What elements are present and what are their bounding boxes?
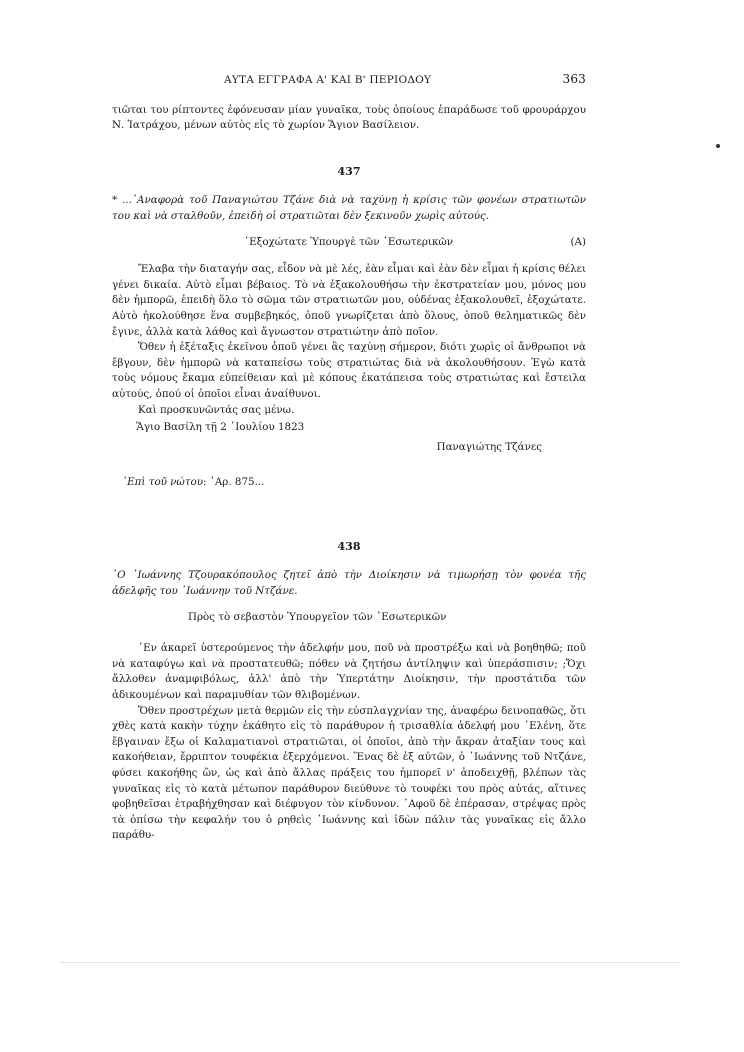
scan-artifact-line	[60, 962, 680, 964]
document-number-438: 438	[337, 539, 361, 553]
document-number-437: 437	[337, 164, 361, 178]
continuation-paragraph: τιῶται του ρίπτοντες ἐφόνευσαν μίαν γυναῖκα, τοὺς ὁποίους ἐπαράδωσε τοῦ φρουράρχου Ν. Ἰατράχου, μένων αὐτὸς εἰς τὸ χωρίον Ἅγιον Βασίλειον.	[112, 103, 586, 132]
running-title: ΑΥΤΑ ΕΓΓΡΑΦΑ Α' ΚΑΙ Β' ΠΕΡΙΟΔΟΥ	[224, 74, 432, 86]
running-header	[112, 72, 586, 89]
date-line: Ἅγιο Βασίλη τῇ 2 ᾿Ιουλίου 1823	[136, 421, 305, 434]
body-paragraph: ᾿Εν ἀκαρεῖ ὑστερούμενος τὴν ἀδελφήν μου, ποῦ νὰ προστρέξω καὶ νὰ βοηθηθῶ; ποῦ νὰ καταφύγω καὶ νὰ προστατευθῶ; πόθεν νὰ ζητήσω ἀντίληψιν καὶ ὑπεράσπισιν; ;Ὄχι ἄλλοθεν ἀναμφιβόλως, ἀλλ' ἀπὸ τὴν Ὑπερτάτην Διοίκησιν, τὴν προστάτιδα τῶν ἀδικουμένων καὶ παραμυθίαν τῶν θλιβομένων.	[112, 642, 586, 702]
margin-mark	[716, 144, 720, 148]
signature: Παναγιώτης Τζάνες	[436, 440, 542, 453]
document-summary-437: * ...᾿Αναφορὰ τοῦ Παναγιώτου Τζάνε διὰ νὰ ταχύνῃ ἡ κρίσις τῶν φονέων στρατιωτῶν του καὶ νὰ σταλθοῦν, ἐπειδὴ οἱ στρατιῶται δὲν ξεκινοῦν χωρὶς αὐτούς.	[112, 194, 586, 222]
addressee: Πρὸς τὸ σεβαστὸν Ὑπουργεῖον τῶν ᾿Εσωτερικῶν	[188, 610, 447, 623]
document-page	[112, 72, 586, 844]
body-paragraph: Ὅθεν ἡ ἐξέταξις ἐκεῖνου ὁποῦ γένει ἂς ταχύνῃ σήμερον, διότι χωρὶς οἱ ἄνθρωποι νὰ ἔβγουν, δὲν ἠμπορῶ νὰ καταπείσω τοὺς στρατιώτας διὰ νὰ ἀκολουθήσουν. Ἐγὼ κατὰ τοὺς νόμους ἔκαμα εὐπείθειαν καὶ μὲ κόπους ἐκατάπεισα τοὺς στρατιώτας καὶ ἔστειλα αὐτούς, ὁπού οἱ ὁποῖοι εἶναι ἀναίθυνοι.	[112, 341, 586, 400]
addressee-line-437	[112, 235, 586, 251]
verso-note-label: ᾿Επὶ τοῦ νώτου	[122, 476, 203, 489]
document-summary-438: ῾Ο ᾿Ιωάννης Τζουρακόπουλος ζητεῖ ἀπὸ τὴν Διοίκησιν νὰ τιμωρήσῃ τὸν φονέα τῆς ἀδελφῆς του ᾿Ιωάννην τοῦ Ντζάνε.	[112, 569, 586, 598]
verso-note-text: : ᾿Αρ. 875...	[202, 476, 265, 489]
verso-note	[112, 475, 586, 491]
addressee: ᾿Εξοχώτατε Ὑπουργὲ τῶν ᾿Εσωτερικῶν	[244, 235, 454, 248]
page-number: 363	[562, 72, 586, 86]
body-paragraph: Ἔλαβα τὴν διαταγήν σας, εἶδον νὰ μὲ λές, ἐὰν εἶμαι καὶ ἐὰν δὲν εἶμαι ἡ κρίσις θέλει γένει δικαία. Αὐτὸ εἶμαι βέβαιος. Τὸ νὰ ἐξακολουθήσω τὴν ἐκστρατείαν μου, μόνος μου δὲν ἠμπορῶ, ἐπειδὴ ὅλο τὸ σῶμα τῶν στρατιωτῶν μου, οὐδένας ἐξακολουθεῖ, ἐξοχώτατε. Αὐτὸ ἠκολούθησε ἕνα συμβεβηκός, ὁποῦ γνωρίζεται ἀπὸ ὅλους, ὁποῦ θεληματικῶς δὲν ἔγινε, ἀλλὰ κατὰ λάθος καὶ ἄγνωστον στρατιώτην ἀπὸ ποῖον.	[112, 263, 586, 338]
body-paragraph: Ὅθεν προστρέχων μετὰ θερμῶν εἰς τὴν εὐσπλαγχνίαν της, ἀναφέρω δεινοπαθῶς, ὅτι χθὲς κατὰ κακὴν τύχην ἐκάθητο εἰς τὸ παράθυρον ἡ τρισαθλία ἀδελφή μου ᾿Ελένη, ὅτε ἔβγαιναν ἔξω οἱ Καλαματιανοὶ στρατιῶται, οἱ ὁποῖοι, ἀπὸ τὴν ἄκραν ἀταξίαν τους καὶ κακοήθειαν, ἔρριπτον τουφέκια ἐξερχόμενοι. Ἕνας δὲ ἐξ αὐτῶν, ὁ ᾿Ιωάννης τοῦ Ντζάνε, φύσει κακοήθης ὤν, ὡς καὶ ἀπὸ ἄλλας πράξεις του ἠμπορεῖ ν' ἀποδειχθῇ, βλέπων τὰς γυναῖκας εἰς τὸ κατὰ μέτωπον παράθυρον διεύθυνε τὸ τουφέκι του πρὸς αὐτάς, αἵτινες φοβηθεῖσαι ἐτραβήχθησαν καὶ διέφυγον τὸν κίνδυνον. ᾿Αφοῦ δὲ ἐπέρασαν, στρέψας πρὸς τὰ ὀπίσω τὴν κεφαλήν του ὁ ρηθεὶς ᾿Ιωάννης καὶ ἰδὼν πάλιν τὰς γυναῖκας εἰς ἄλλο παράθυ-	[112, 704, 586, 842]
document-marker: (Α)	[570, 235, 586, 248]
closing-line: Καὶ προσκυνῶντάς σας μένω.	[138, 403, 295, 416]
